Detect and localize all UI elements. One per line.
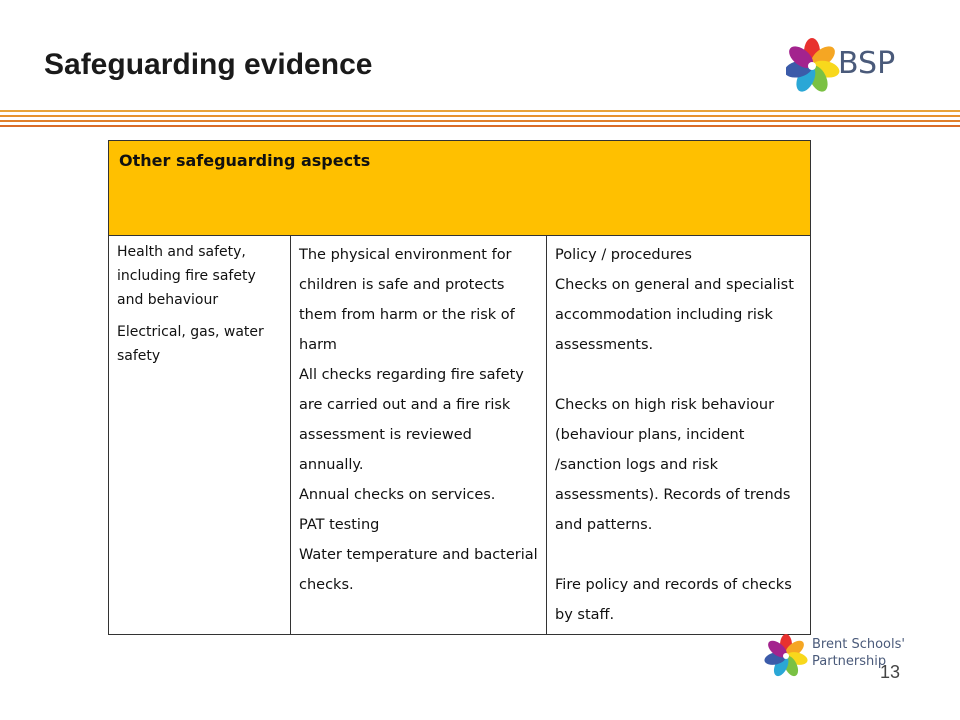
table-cell-topic: [109, 236, 291, 635]
cell-text: Policy / procedures: [555, 247, 692, 263]
cell-text: Fire policy and records of checks by staff.: [555, 577, 792, 623]
partnership-line: Brent Schools': [812, 637, 905, 652]
safeguarding-table: [108, 140, 810, 635]
table-cell-evidence: [547, 236, 811, 635]
decorative-stripes: [0, 110, 960, 130]
cell-text: Water temperature and bacterial checks.: [299, 547, 538, 593]
cell-text: Electrical, gas, water safety: [117, 324, 264, 364]
page-number: 13: [880, 662, 901, 682]
slide-title: Safeguarding evidence: [44, 48, 373, 81]
cell-text: Checks on general and specialist accommodation including risk assessments.: [555, 277, 794, 353]
cell-text: PAT testing: [299, 517, 380, 533]
cell-text: Health and safety, including fire safety and behaviour: [117, 244, 256, 308]
flower-logo-icon: [764, 634, 808, 678]
table-cell-requirements: [291, 236, 547, 635]
cell-text: Checks on high risk behaviour (behaviour plans, incident /sanction logs and risk assessments). Records of trends and patterns.: [555, 397, 791, 533]
partnership-line: Partnership: [812, 654, 887, 669]
logo-text: BSP: [838, 46, 896, 81]
stripe-line: [0, 110, 960, 112]
table-header: Other safeguarding aspects: [109, 141, 811, 236]
stripe-line: [0, 115, 960, 117]
cell-spacer: [555, 360, 802, 390]
cell-spacer: [555, 540, 802, 570]
cell-text: The physical environment for children is safe and protects them from harm or the risk of harm: [299, 247, 515, 353]
cell-text: Annual checks on services.: [299, 487, 496, 503]
stripe-line: [0, 125, 960, 127]
stripe-line: [0, 120, 960, 122]
cell-text: All checks regarding fire safety are carried out and a fire risk assessment is reviewed annually.: [299, 367, 524, 473]
